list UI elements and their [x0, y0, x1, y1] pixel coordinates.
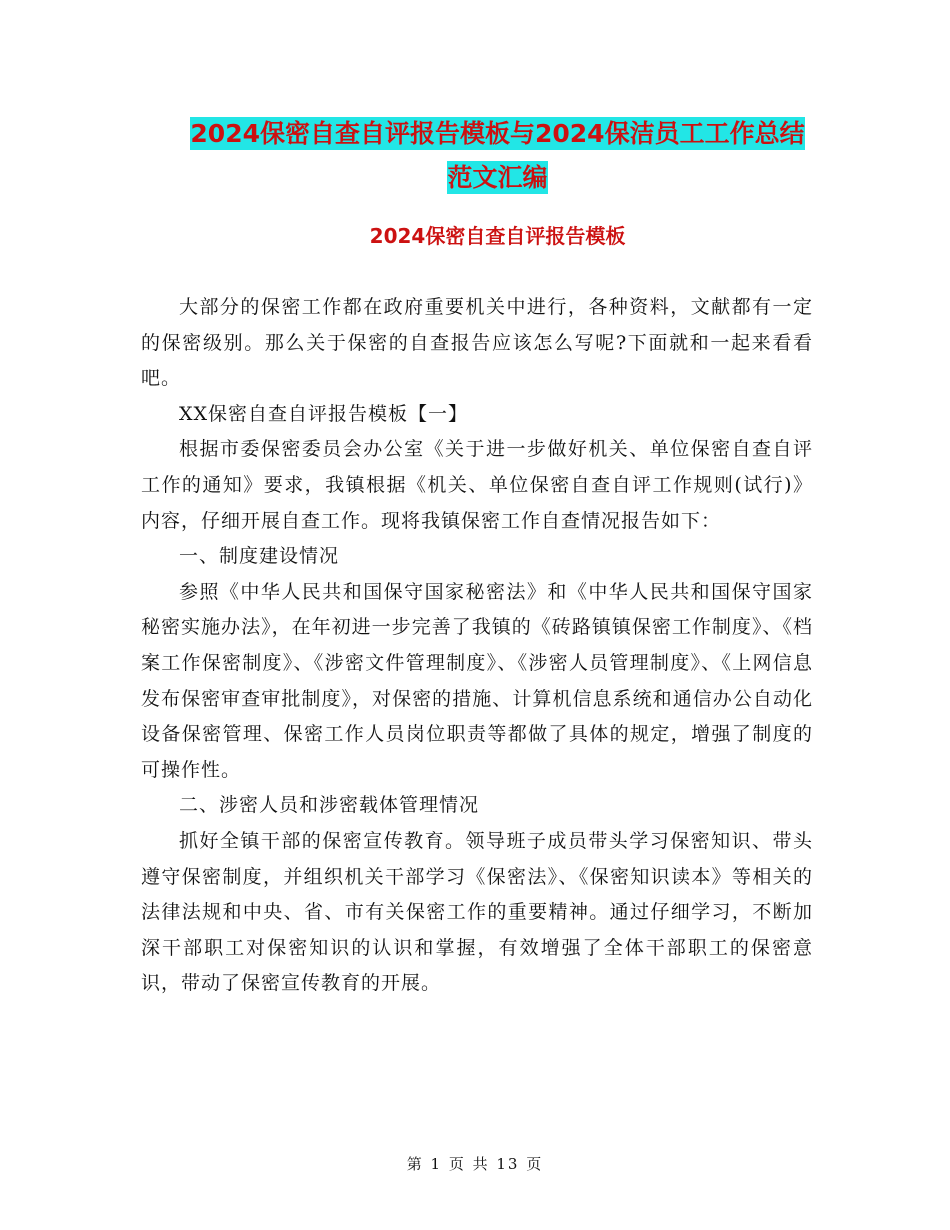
- document-body: [141, 290, 813, 1002]
- paragraph-subheading: XX保密自查自评报告模板【一】: [179, 402, 469, 425]
- paragraph-personnel-management: 抓好全镇干部的保密宣传教育。领导班子成员带头学习保密知识、带头遵守保密制度，并组织机关干部学习《保密法》、《保密知识读本》等相关的法律法规和中央、省、市有关保密工作的重要精神。通过仔细学习，不断加深干部职工对保密知识的认识和掌握，有效增强了全体干部职工的保密意识，带动了保密宣传教育的开展。: [141, 829, 813, 995]
- page-number-footer: 第 1 页 共 13 页: [406, 1155, 544, 1173]
- paragraph-heading-1: 一、制度建设情况: [179, 545, 340, 568]
- paragraph-heading-2: 二、涉密人员和涉密载体管理情况: [179, 794, 480, 817]
- document-title-line-1: 2024保密自查自评报告模板与2024保洁员工工作总结: [190, 119, 805, 148]
- paragraph-background: 根据市委保密委员会办公室《关于进一步做好机关、单位保密自查自评工作的通知》要求，我镇根据《机关、单位保密自查自评工作规则(试行)》内容，仔细开展自查工作。现将我镇保密工作自查情况报告如下：: [141, 438, 813, 532]
- document-title: [140, 112, 855, 200]
- paragraph-intro: 大部分的保密工作都在政府重要机关中进行，各种资料，文献都有一定的保密级别。那么关于保密的自查报告应该怎么写呢?下面就和一起来看看吧。: [141, 296, 813, 390]
- paragraph-system-building: 参照《中华人民共和国保守国家秘密法》和《中华人民共和国保守国家秘密实施办法》，在年初进一步完善了我镇的《砖路镇镇保密工作制度》、《档案工作保密制度》、《涉密文件管理制度》、《涉密人员管理制度》、《上网信息发布保密审查审批制度》，对保密的措施、计算机信息系统和通信办公自动化设备保密管理、保密工作人员岗位职责等都做了具体的规定，增强了制度的可操作性。: [141, 580, 813, 781]
- document-title-line-2: 范文汇编: [447, 163, 548, 192]
- section-title: 2024保密自查自评报告模板: [369, 224, 626, 248]
